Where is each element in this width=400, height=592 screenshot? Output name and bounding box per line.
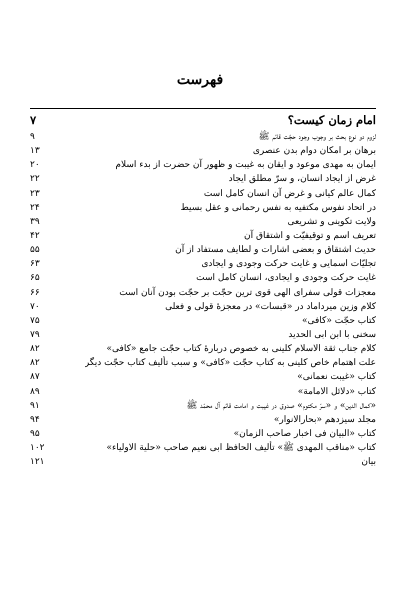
toc-entry xyxy=(30,300,376,314)
toc-entry xyxy=(30,130,376,144)
toc-entry xyxy=(30,172,376,186)
toc-entry xyxy=(30,158,376,172)
toc-entry xyxy=(30,215,376,229)
toc-entry-label: تعریف اسم و توقیفیّت و اشتقاق آن xyxy=(244,230,376,241)
toc-entry-label: «کمال الدین» و «سرّ مکتوم» صدوق در غیبت و امامت قائم آل محمّد ﷺ xyxy=(186,400,376,411)
toc-entry xyxy=(30,314,376,328)
toc-entry-label: کتاب «البیان فی اخبار صاحب الزمان» xyxy=(233,428,376,439)
toc-entry-page-number: ۱۲۱ xyxy=(30,457,45,468)
toc-entry-page-number: ۶۳ xyxy=(30,259,40,270)
toc-entry-page-number: ۱۰۲ xyxy=(30,443,45,454)
toc-entry-page-number: ۷۹ xyxy=(30,329,40,340)
toc-entry-label: کتاب «غیبت نعمانی» xyxy=(297,372,376,383)
toc-entry-label: معجزات قولی سفرای الهی قوی ترین حجّت بر حجّت بودن آنان است xyxy=(119,287,376,298)
toc-entry xyxy=(30,257,376,271)
toc-entry-page-number: ۹۱ xyxy=(30,400,40,411)
toc-entry-label: غایت حرکت وجودی و ایجادی، انسان کامل است xyxy=(196,273,376,284)
toc-entry xyxy=(30,370,376,384)
toc-chapter-heading xyxy=(30,110,376,130)
toc-entry xyxy=(30,286,376,300)
toc-entry xyxy=(30,201,376,215)
header-rule xyxy=(30,108,376,109)
toc-entry-page-number: ۸۲ xyxy=(30,344,40,355)
toc-entry-label: کتاب «دلائل الامامة» xyxy=(297,386,376,397)
toc-entry xyxy=(30,441,376,455)
toc-entry xyxy=(30,243,376,257)
toc-entry-page-number: ۲۲ xyxy=(30,174,40,185)
toc-entry-page-number: ۱۳ xyxy=(30,146,40,157)
toc-entry-page-number: ۶۵ xyxy=(30,273,40,284)
toc-entry-label: علت اهتمام خاص کلینی به کتاب حجّت «کافی» و سبب تألیف کتاب حجّت دیگر xyxy=(84,358,376,369)
toc-entry xyxy=(30,187,376,201)
toc-entry-page-number: ۷۰ xyxy=(30,301,40,312)
toc-entry-label: کتاب «مناقب المهدی ﷺ» تألیف الحافظ ابی نعیم صاحب «حلیة الاولیاء» xyxy=(106,443,376,454)
toc-entry-label: مجلد سیزدهم «بحارالانوار» xyxy=(273,414,376,425)
toc-entry-page-number: ۵۵ xyxy=(30,245,40,256)
toc-entry-label: کلام جناب ثقة الاسلام کلینی به خصوص دربارهٔ کتاب حجّت جامع «کافی» xyxy=(106,344,376,355)
toc-entry xyxy=(30,328,376,342)
toc-entry-page-number: ۸۹ xyxy=(30,386,40,397)
toc-entry xyxy=(30,427,376,441)
toc-entry-label: غرض از ایجاد انسان، و سرّ مطلق ایجاد xyxy=(228,174,376,185)
toc-entry xyxy=(30,399,376,413)
toc-entry-label: سخنی با ابن ابی الحدید xyxy=(288,329,376,340)
page-title: فهرست xyxy=(176,72,224,88)
toc-entry-label: کلام وزین میرداماد در «قبسات» در معجزهٔ قولی و فعلی xyxy=(165,301,376,312)
toc-entry-label: کتاب حجّت «کافی» xyxy=(302,315,376,326)
toc-entry-page-number: ۹۵ xyxy=(30,428,40,439)
toc-entry-page-number: ۷۵ xyxy=(30,315,40,326)
toc-entry-page-number: ۲۴ xyxy=(30,202,40,213)
toc-entry xyxy=(30,271,376,285)
toc-entry-page-number: ۲۳ xyxy=(30,188,40,199)
toc-entry-label: در اتحاد نفوس مکتفیه به نفس رحمانی و عقل بسیط xyxy=(180,202,376,213)
toc-entry-label: ولایت تکوینی و تشریعی xyxy=(287,216,376,227)
toc-entry-page-number: ۹ xyxy=(30,132,35,142)
toc-entry-page-number: ۹۴ xyxy=(30,414,40,425)
toc-entry xyxy=(30,385,376,399)
toc-entry-label: بیان xyxy=(361,457,376,468)
toc-entry-page-number: ۳۹ xyxy=(30,216,40,227)
toc-entry-page-number: ۸۷ xyxy=(30,372,40,383)
toc-entry-page-number: ۲۰ xyxy=(30,160,40,171)
toc-entry-label: تجلیّات اسمایی و غایت حرکت وجودی و ایجادی xyxy=(201,259,376,270)
toc-entry xyxy=(30,356,376,370)
toc-entry-page-number: ۶۶ xyxy=(30,287,40,298)
toc-entry-label: لزوم دو نوع بحث بر وجوب وجود حجّت قائم ﷺ xyxy=(258,132,376,142)
toc-entry-page-number: ۸۲ xyxy=(30,358,40,369)
toc-entry xyxy=(30,342,376,356)
toc-entry xyxy=(30,455,376,469)
toc-entry xyxy=(30,144,376,158)
toc-entry xyxy=(30,229,376,243)
toc-entry-label: کمال عالم کیانی و غرض آن انسان کامل است xyxy=(203,188,376,199)
toc-entry-page-number: ۴۲ xyxy=(30,230,40,241)
table-of-contents xyxy=(30,110,376,469)
toc-entry-label: برهان بر امکان دوام بدن عنصری xyxy=(252,146,376,157)
toc-entry-label: ایمان به مهدی موعود و ایقان به غیبت و ظهور آن حضرت از بدء اسلام xyxy=(115,160,376,171)
toc-entry-label: حدیث اشتقاق و بعضی اشارات و لطایف مستفاد از آن xyxy=(175,245,376,256)
toc-entry xyxy=(30,413,376,427)
toc-entry-label: امام زمان کیست؟ xyxy=(287,113,376,127)
toc-entry-page-number: ۷ xyxy=(30,113,37,127)
